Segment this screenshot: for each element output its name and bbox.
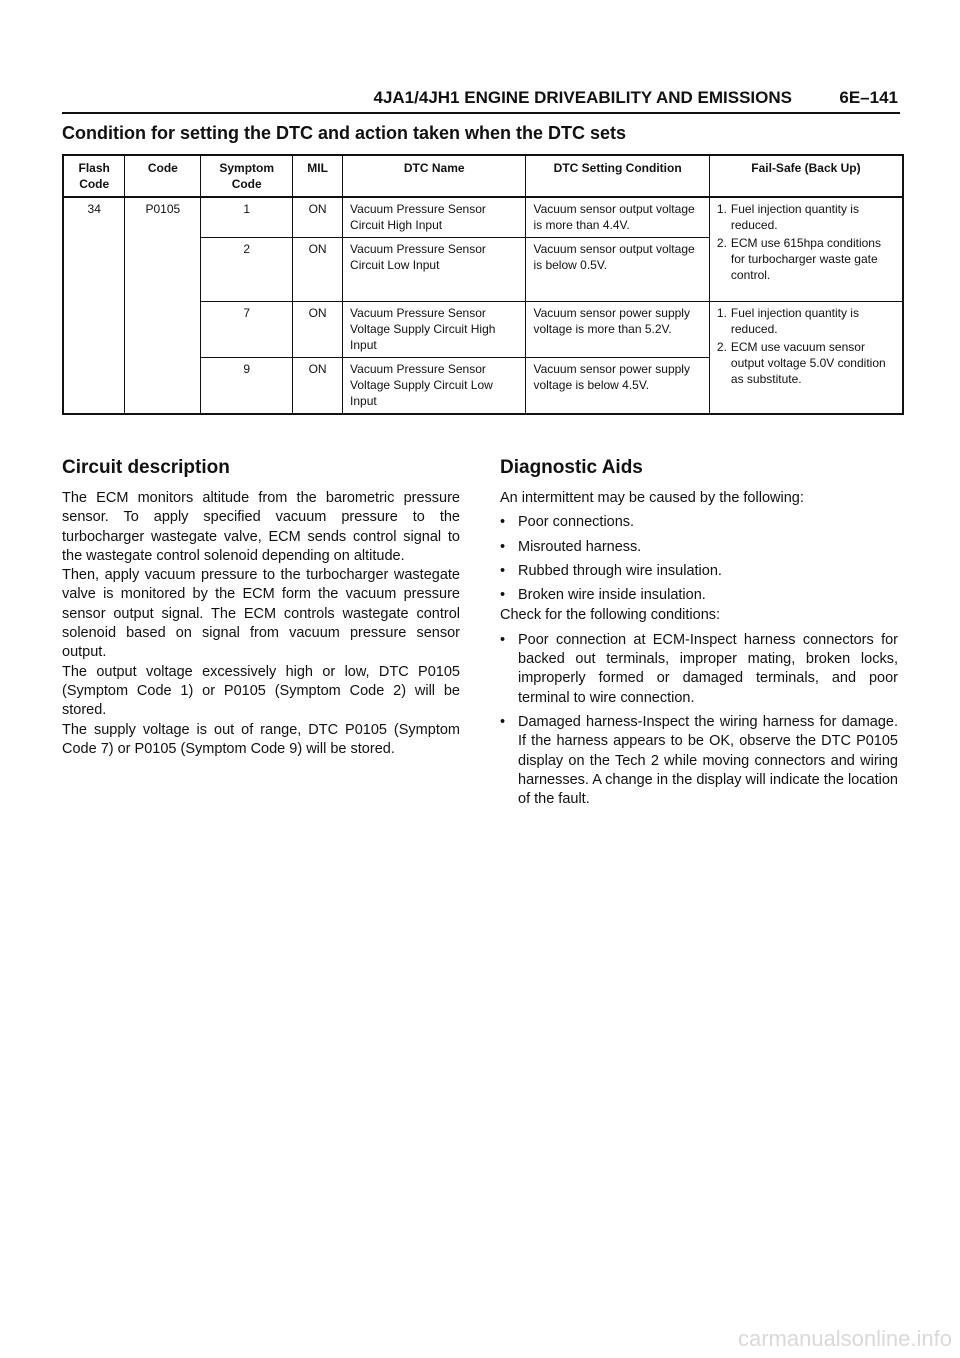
dtc-name-cell: Vacuum Pressure Sensor Circuit High Input [343, 197, 526, 238]
header-flash-code: Flash Code [63, 155, 125, 197]
diagnostic-intro: An intermittent may be caused by the following: [500, 490, 804, 506]
paragraph: The ECM monitors altitude from the barometric pressure sensor. To apply specified vacuum pressure to the turbocharger wastegate valve, ECM sends control signal to the wastegate control solenoid depending on altitude. [62, 490, 460, 564]
flash-code-cell: 34 [63, 197, 125, 414]
list-item: • Rubbed through wire insulation. [500, 562, 722, 579]
paragraph: Then, apply vacuum pressure to the turbocharger wastegate valve is monitored by the ECM form the vacuum pressure sensor output signal. The ECM controls wastegate control solenoid based on signal from vacuum pressure sensor output. [62, 567, 460, 661]
list-item: • Poor connections. [500, 514, 635, 531]
header-dtc-setting-condition: DTC Setting Condition [526, 155, 709, 197]
header-title: 4JA1/4JH1 ENGINE DRIVEABILITY AND EMISSIONS [373, 88, 792, 107]
header-mil: MIL [293, 155, 343, 197]
condition-cell: Vacuum sensor power supply voltage is below 4.5V. [526, 358, 709, 415]
symptom-cell: 7 [201, 302, 293, 358]
circuit-description-body [62, 489, 460, 759]
header-dtc-name: DTC Name [343, 155, 526, 197]
code-cell: P0105 [125, 197, 201, 414]
header-code: Code [125, 155, 201, 197]
check-intro: Check for the following conditions: [500, 607, 721, 624]
header-symptom-code: Symptom Code [201, 155, 293, 197]
header-fail-safe: Fail-Safe (Back Up) [709, 155, 903, 197]
paragraph: The output voltage excessively high or low, DTC P0105 (Symptom Code 1) or P0105 (Symptom Code 2) will be stored. [62, 663, 460, 719]
dtc-name-cell: Vacuum Pressure Sensor Circuit Low Input [343, 238, 526, 302]
diagnostic-aids-title: Diagnostic Aids [500, 457, 643, 478]
page-header [62, 88, 900, 114]
page-number: 6E–141 [839, 88, 898, 107]
mil-cell: ON [293, 358, 343, 415]
failsafe-cell-b [709, 302, 903, 415]
dtc-name-cell: Vacuum Pressure Sensor Voltage Supply Circuit Low Input [343, 358, 526, 415]
mil-cell: ON [293, 197, 343, 238]
list-item: 1. Fuel injection quantity is reduced. [716, 306, 859, 336]
checks-list [500, 631, 898, 810]
symptom-cell: 1 [201, 197, 293, 238]
circuit-description-title: Circuit description [62, 457, 230, 478]
list-item: • Broken wire inside insulation. [500, 587, 706, 604]
symptom-cell: 9 [201, 358, 293, 415]
list-item: • Poor connection at ECM-Inspect harness connectors for backed out terminals, improper mating, broken locks, improperly formed or damaged terminals, and poor terminal to wire connection. [500, 631, 898, 706]
list-item: 2. ECM use vacuum sensor output voltage 5.0V condition as substitute. [716, 340, 886, 386]
condition-cell: Vacuum sensor output voltage is more than 4.4V. [526, 197, 709, 238]
diagnostic-aids-body [500, 489, 898, 814]
list-item: • Damaged harness-Inspect the wiring harness for damage. If the harness appears to be OK, observe the DTC P0105 display on the Tech 2 while moving connectors and wiring harnesses. A change in the display will indicate the location of the fault. [500, 713, 898, 808]
watermark: carmanualsonline.info [737, 1326, 952, 1351]
dtc-table [62, 154, 904, 415]
condition-cell: Vacuum sensor power supply voltage is more than 5.2V. [526, 302, 709, 358]
table-header-row [63, 155, 903, 197]
symptom-cell: 2 [201, 238, 293, 302]
causes-list [500, 513, 898, 605]
section-title: Condition for setting the DTC and action taken when the DTC sets [62, 123, 627, 143]
paragraph: The supply voltage is out of range, DTC P0105 (Symptom Code 7) or P0105 (Symptom Code 9) will be stored. [62, 721, 460, 757]
condition-cell: Vacuum sensor output voltage is below 0.5V. [526, 238, 709, 302]
mil-cell: ON [293, 302, 343, 358]
mil-cell: ON [293, 238, 343, 302]
table-row [63, 197, 903, 238]
list-item: 2. ECM use 615hpa conditions for turbocharger waste gate control. [716, 236, 881, 282]
dtc-name-cell: Vacuum Pressure Sensor Voltage Supply Circuit High Input [343, 302, 526, 358]
list-item: • Misrouted harness. [500, 538, 642, 555]
list-item: 1. Fuel injection quantity is reduced. [716, 202, 859, 232]
failsafe-cell-a [709, 197, 903, 302]
